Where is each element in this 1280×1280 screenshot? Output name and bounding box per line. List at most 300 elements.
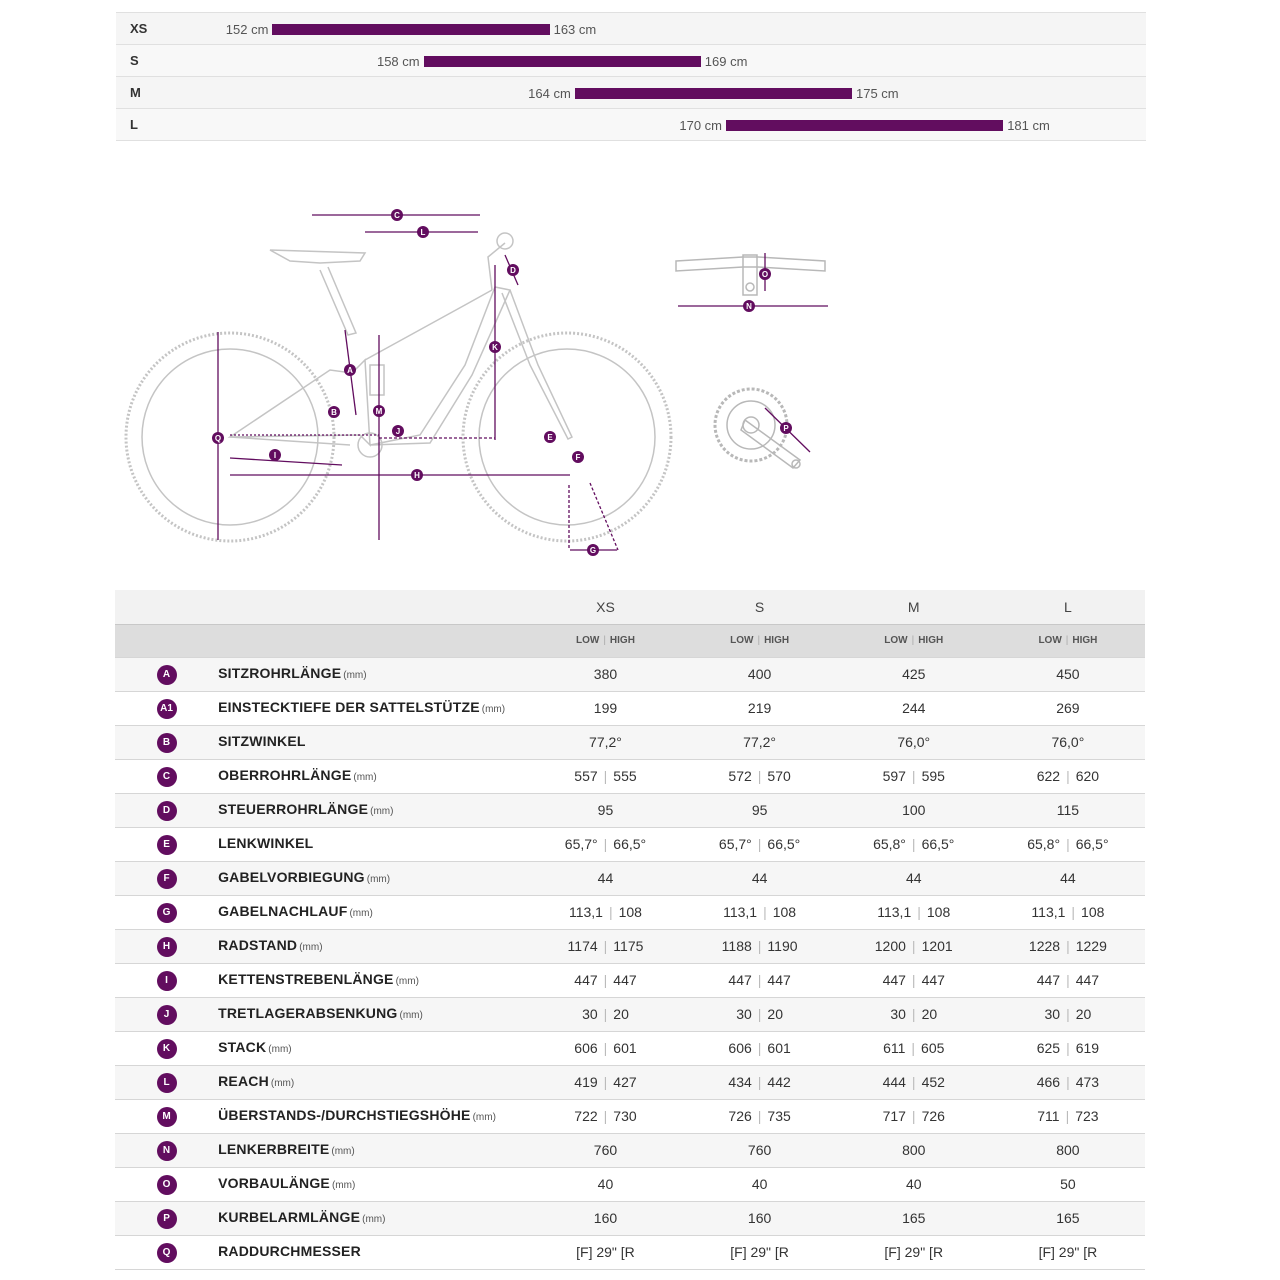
value-low: 425 [902,666,926,682]
size-range-row [116,108,1146,141]
size-range-min: 152 cm [225,22,269,37]
value-low: 447 [1036,972,1061,988]
value-low: 447 [574,972,598,988]
row-unit: (mm) [331,1146,355,1157]
value-low: 30 [736,1006,752,1022]
row-name: KETTENSTREBENLÄNGE [218,971,394,987]
size-header-l: L [1064,598,1072,615]
value-low: [F] 29" [R [730,1244,789,1260]
row-name: KURBELARMLÄNGE [218,1209,361,1225]
svg-text:L: L [420,228,426,237]
geometry-row-e [115,827,1145,861]
row-name: LENKWINKEL [218,835,314,851]
svg-text:Q: Q [214,434,222,443]
badge-h [411,469,423,481]
row-name: EINSTECKTIEFE DER SATTELSTÜTZE [218,699,480,715]
row-name: RADSTAND [218,937,298,953]
value-low: 606 [574,1040,598,1056]
row-badge: K [157,1039,177,1059]
value-cell-s: 1188 | 1190 [721,938,798,954]
svg-text:J: J [395,427,401,436]
value-cell-s [683,793,837,827]
geometry-row-l [115,1065,1145,1099]
badge-e [544,431,556,443]
geometry-row-a1 [115,691,1145,725]
value-cell-l [991,1167,1145,1201]
value-cell-s [683,1133,837,1167]
value-cell-m: 65,8° | 66,5° [873,836,955,852]
svg-text:K: K [492,343,498,352]
value-cell-xs [528,725,682,759]
value-high: 20 [1075,1006,1092,1022]
value-cell-l [991,1201,1145,1235]
size-range-row [116,44,1146,76]
row-unit: (mm) [399,1010,423,1021]
badge-g [587,544,599,556]
value-low: 40 [597,1176,614,1192]
low-label: LOW [575,635,600,646]
row-badge: A [157,665,177,685]
row-unit: (mm) [472,1112,496,1123]
value-cell-s [683,657,837,691]
value-cell-xs: 447 | 447 [574,972,637,988]
value-high: 108 [618,904,642,920]
high-label: HIGH [918,635,944,646]
row-badge: A1 [157,699,177,719]
value-high: 1190 [767,938,798,954]
value-low: 444 [882,1074,906,1090]
row-unit: (mm) [353,772,377,783]
stem [743,255,757,295]
value-cell-xs [528,1167,682,1201]
value-high: 66,5° [1075,836,1109,852]
value-low: 1228 [1028,938,1061,954]
value-cell-xs [528,657,682,691]
value-low: 95 [597,802,614,818]
value-cell-l [991,1235,1145,1269]
value-low: 40 [751,1176,768,1192]
svg-text:G: G [589,546,597,555]
value-high: 452 [921,1074,945,1090]
value-high: 66,5° [613,836,647,852]
value-low: 400 [747,666,772,682]
size-header-m: M [907,598,920,615]
value-cell-m [837,657,991,691]
size-range-max: 181 cm [1007,118,1050,133]
size-range-max: 175 cm [856,86,899,101]
value-cell-l: 711 | 723 [1037,1108,1099,1124]
row-badge: H [157,937,177,957]
value-cell-m [837,793,991,827]
value-cell-m [837,1167,991,1201]
value-cell-l [991,657,1145,691]
value-low: 800 [1056,1142,1080,1158]
row-name: VORBAULÄNGE [218,1175,330,1191]
value-low: 622 [1036,768,1061,784]
value-cell-xs: 113,1 | 108 [568,904,642,920]
value-high: 620 [1075,768,1100,784]
value-high: 605 [921,1040,945,1056]
badge-c [391,209,403,221]
badge-n [743,300,755,312]
handlebar [676,257,825,271]
geometry-row-a [115,657,1145,691]
value-cell-l [991,793,1145,827]
crank-diagram [705,380,820,475]
value-low: 606 [728,1040,752,1056]
value-low: 572 [728,768,752,784]
value-high: 619 [1075,1040,1100,1056]
value-cell-l: 625 | 619 [1036,1040,1100,1056]
value-low: 77,2° [589,734,622,750]
value-cell-l [991,861,1145,895]
high-label: HIGH [1072,635,1098,646]
svg-text:M: M [375,407,383,416]
value-high: 730 [613,1108,637,1124]
value-low: 30 [890,1006,906,1022]
value-low: 726 [728,1108,752,1124]
row-unit: (mm) [481,704,506,715]
value-cell-s: 434 | 442 [728,1074,791,1090]
value-cell-xs: 65,7° | 66,5° [564,836,647,852]
value-low: 434 [728,1074,752,1090]
value-low: 557 [574,768,598,784]
cockpit-diagram [668,245,838,325]
value-low: 419 [574,1074,598,1090]
svg-text:I: I [273,451,277,460]
value-low: 76,0° [1051,734,1085,750]
value-low: 165 [1056,1210,1080,1226]
value-cell-xs: 1174 | 1175 [567,938,644,954]
low-high-header: LOW | HIGH [884,635,944,646]
value-high: 447 [921,972,945,988]
size-range-min: 164 cm [528,86,571,101]
value-cell-xs [528,1133,682,1167]
row-badge: G [157,903,177,923]
badge-m [373,405,385,417]
high-label: HIGH [764,635,790,646]
svg-text:B: B [331,408,337,417]
high-label: HIGH [609,635,635,646]
row-name: GABELNACHLAUF [218,903,348,919]
value-low: 1174 [567,938,598,954]
value-high: 442 [767,1074,791,1090]
value-high: 1201 [921,938,953,954]
size-range-label: L [130,117,138,132]
row-badge: Q [157,1243,177,1263]
value-cell-xs: 722 | 730 [574,1108,637,1124]
value-cell-xs: 30 | 20 [582,1006,629,1022]
low-high-header-row [115,624,1145,657]
value-low: 625 [1036,1040,1061,1056]
value-cell-s [683,1167,837,1201]
geometry-row-h [115,929,1145,963]
geometry-row-i [115,963,1145,997]
svg-text:P: P [783,424,789,433]
value-cell-xs [528,793,682,827]
value-cell-m: 444 | 452 [882,1074,945,1090]
value-cell-l: 65,8° | 66,5° [1027,836,1109,852]
bike-geometry-diagram [120,195,680,565]
row-badge: M [157,1107,177,1127]
geometry-row-m [115,1099,1145,1133]
badge-i [269,449,281,461]
value-low: 717 [882,1108,906,1124]
size-range-min: 170 cm [679,118,722,133]
value-cell-xs: 419 | 427 [574,1074,637,1090]
value-high: 555 [613,768,637,784]
value-low: 76,0° [897,734,931,750]
size-range-bar [272,24,549,35]
geometry-row-n [115,1133,1145,1167]
saddle [270,250,365,263]
value-cell-l: 113,1 | 108 [1031,904,1105,920]
value-low: 113,1 [877,904,912,920]
value-cell-xs [528,1235,682,1269]
size-range-max: 169 cm [704,54,748,69]
value-cell-xs: 606 | 601 [574,1040,637,1056]
value-cell-m: 113,1 | 108 [877,904,951,920]
value-cell-l [991,1133,1145,1167]
value-low: 447 [882,972,906,988]
row-unit: (mm) [331,1180,356,1191]
row-badge: E [157,835,177,855]
value-low: 77,2° [743,734,777,750]
row-name: LENKERBREITE [218,1141,330,1157]
value-cell-m: 30 | 20 [890,1006,938,1022]
value-low: 44 [905,870,922,886]
value-low: [F] 29" [R [1038,1244,1098,1260]
value-high: 20 [767,1006,783,1022]
row-unit: (mm) [270,1078,295,1089]
badge-p [780,422,792,434]
value-low: 447 [728,972,752,988]
value-low: 1188 [721,938,752,954]
row-name: STACK [218,1039,267,1055]
value-high: 601 [767,1040,791,1056]
badge-b [328,406,340,418]
row-unit: (mm) [343,670,367,681]
row-unit: (mm) [349,908,373,919]
row-badge: P [157,1209,177,1229]
value-low: 44 [597,870,614,886]
value-cell-s: 572 | 570 [728,768,791,784]
low-high-header: LOW | HIGH [575,635,635,646]
badge-q [212,432,224,444]
value-cell-m [837,861,991,895]
row-unit: (mm) [366,874,391,885]
value-low: 44 [1060,870,1076,886]
value-low: 165 [902,1210,926,1226]
low-label: LOW [884,635,908,646]
svg-text:N: N [746,302,752,311]
value-high: 447 [767,972,791,988]
badge-f [572,451,584,463]
row-unit: (mm) [370,806,394,817]
size-range-row [116,12,1146,44]
row-badge: N [157,1141,177,1161]
row-name: SITZWINKEL [218,733,306,749]
size-range-bar [575,88,852,99]
value-low: [F] 29" [R [576,1244,635,1260]
value-low: 1200 [874,938,906,954]
row-badge: B [157,733,177,753]
value-cell-m [837,691,991,725]
row-badge: I [157,971,177,991]
value-cell-s [683,1201,837,1235]
svg-text:C: C [394,211,400,220]
size-header-s: S [754,598,765,615]
value-cell-xs: 557 | 555 [574,768,637,784]
value-low: 760 [747,1142,772,1158]
value-low: 244 [902,700,926,716]
value-cell-s: 447 | 447 [728,972,791,988]
row-unit: (mm) [362,1214,386,1225]
value-high: 473 [1075,1074,1100,1090]
row-badge: J [157,1005,177,1025]
value-low: [F] 29" [R [884,1244,944,1260]
row-name: REACH [218,1073,269,1089]
size-range-bar [726,120,1003,131]
geometry-row-k [115,1031,1145,1065]
row-name: SITZROHRLÄNGE [218,665,342,681]
size-range-chart [116,12,1146,141]
value-cell-l: 1228 | 1229 [1028,938,1107,954]
value-low: 113,1 [568,904,603,920]
value-low: 611 [883,1040,906,1056]
value-cell-s: 113,1 | 108 [723,904,797,920]
value-high: 66,5° [767,836,801,852]
size-range-max: 163 cm [553,22,597,37]
value-high: 20 [921,1006,938,1022]
value-low: 115 [1056,802,1080,818]
low-high-header: LOW | HIGH [730,635,790,646]
value-low: 65,7° [718,836,752,852]
value-cell-m: 597 | 595 [882,768,945,784]
value-cell-s: 65,7° | 66,5° [718,836,801,852]
row-name: GABELVORBIEGUNG [218,869,365,885]
geometry-row-b [115,725,1145,759]
value-high: 723 [1075,1108,1099,1124]
svg-text:O: O [761,270,769,279]
row-badge: D [157,801,177,821]
badge-o [759,268,771,280]
row-name: RADDURCHMESSER [218,1243,361,1259]
value-low: 40 [905,1176,922,1192]
value-cell-l: 30 | 20 [1044,1006,1092,1022]
value-cell-s [683,1235,837,1269]
value-low: 711 [1037,1108,1060,1124]
value-low: 269 [1056,700,1080,716]
value-low: 65,8° [873,836,906,852]
value-high: 427 [613,1074,637,1090]
size-range-row [116,76,1146,108]
value-cell-s: 606 | 601 [728,1040,791,1056]
geometry-row-o [115,1167,1145,1201]
svg-text:F: F [575,453,581,462]
value-cell-m [837,1235,991,1269]
low-label: LOW [1038,635,1062,646]
value-low: 113,1 [1031,904,1066,920]
value-high: 601 [613,1040,637,1056]
badge-l [417,226,429,238]
value-low: 160 [593,1210,618,1226]
value-cell-xs [528,861,682,895]
size-range-label: XS [130,21,148,36]
value-cell-s [683,861,837,895]
value-cell-xs [528,691,682,725]
value-low: 450 [1056,666,1080,682]
value-cell-l [991,691,1145,725]
row-badge: C [157,767,177,787]
geometry-row-c [115,759,1145,793]
badge-k [489,341,501,353]
size-range-min: 158 cm [376,54,420,69]
fork [502,290,572,439]
size-header-row [115,590,1145,624]
geometry-row-d [115,793,1145,827]
value-high: 447 [1075,972,1100,988]
value-high: 20 [613,1006,629,1022]
row-name: ÜBERSTANDS-/DURCHSTIEGSHÖHE [218,1107,471,1123]
size-range-label: S [130,53,139,68]
value-low: 30 [1044,1006,1061,1022]
value-cell-l [991,725,1145,759]
size-range-label: M [130,85,141,100]
value-cell-s [683,691,837,725]
value-cell-m: 611 | 605 [883,1040,945,1056]
value-cell-s: 726 | 735 [728,1108,791,1124]
badge-a [344,364,356,376]
geometry-table [115,590,1145,1270]
value-high: 1175 [613,938,644,954]
value-cell-l: 447 | 447 [1036,972,1100,988]
row-name: TRETLAGERABSENKUNG [218,1005,398,1021]
value-cell-s [683,725,837,759]
value-low: 50 [1060,1176,1076,1192]
value-high: 726 [921,1108,945,1124]
geometry-row-q [115,1235,1145,1269]
low-label: LOW [730,635,754,646]
value-cell-xs [528,1201,682,1235]
badge-j [392,425,404,437]
row-badge: O [157,1175,177,1195]
value-cell-m [837,725,991,759]
value-low: 199 [593,700,618,716]
value-cell-m: 717 | 726 [882,1108,945,1124]
value-low: 219 [747,700,772,716]
svg-text:A: A [347,366,353,375]
svg-text:E: E [547,433,553,442]
value-high: 108 [772,904,797,920]
value-low: 466 [1036,1074,1061,1090]
value-high: 735 [767,1108,791,1124]
row-unit: (mm) [268,1044,292,1055]
value-high: 447 [613,972,637,988]
value-high: 66,5° [921,836,955,852]
value-cell-m [837,1201,991,1235]
row-name: OBERROHRLÄNGE [218,767,352,783]
value-cell-l: 466 | 473 [1036,1074,1100,1090]
row-badge: F [157,869,177,889]
value-high: 595 [921,768,945,784]
row-unit: (mm) [299,942,323,953]
value-low: 380 [593,666,618,682]
geometry-row-p [115,1201,1145,1235]
value-low: 113,1 [723,904,758,920]
svg-text:D: D [510,266,516,275]
geometry-row-j [115,997,1145,1031]
